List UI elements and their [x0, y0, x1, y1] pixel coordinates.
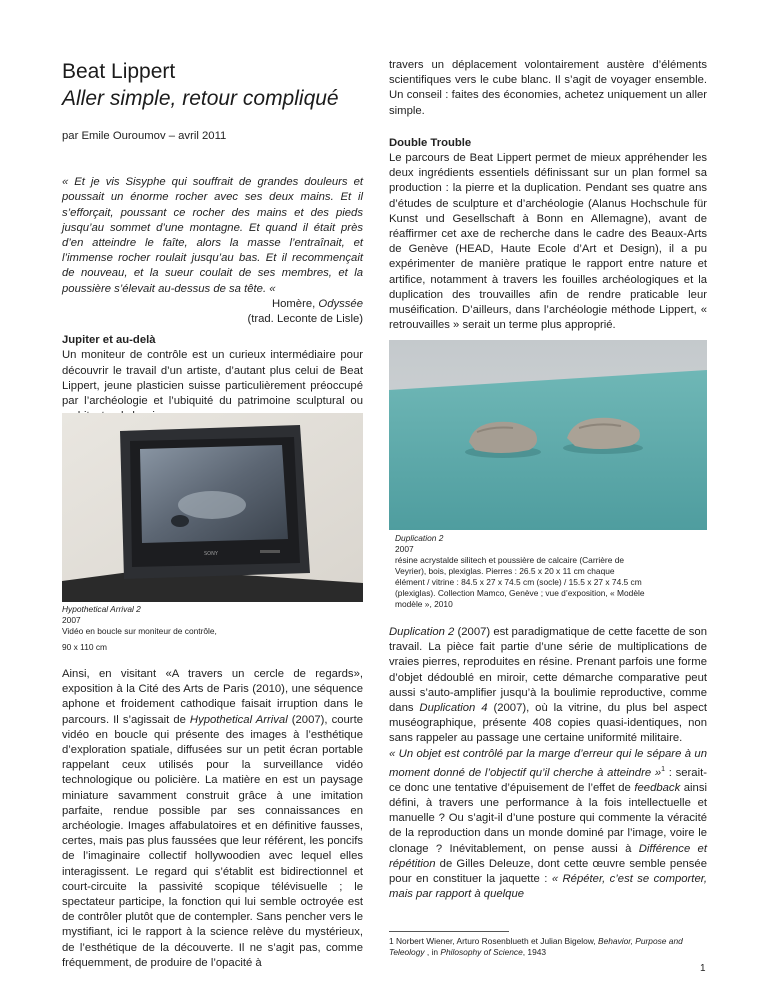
left-body	[62, 667, 363, 971]
section-heading-jupiter: Jupiter et au-delà	[62, 334, 156, 347]
figure2-title: Duplication 2	[395, 533, 444, 543]
byline: par Emile Ouroumov – avril 2011	[62, 130, 227, 142]
page-number: 1	[700, 963, 706, 974]
footnote-divider	[389, 931, 509, 932]
monitor-brand: SONY	[204, 551, 218, 557]
article-title: Beat Lippert	[62, 60, 176, 83]
figure1-caption	[62, 604, 363, 653]
figure1-medium: Vidéo en boucle sur moniteur de contrôle,	[62, 626, 217, 636]
body-paragraph-duplication: Duplication 2 (2007) est paradigmatique de cette facette de son travail. La pièce fait partie d’une série de multiplications de vraies pierres, reproduites en résine. Prenant parfois une forme d’objet dédoublé en miroir, cette démarche comparative peut aussi s’auto-amplifier jusqu’à la boulimie reproductive, comme dans Duplication 4 (2007), où la vitrine, du plus bel aspect muséographique, présente 408 copies quasi-identiques, non sans rappeler au passage une certaine uniformité militaire.	[389, 626, 708, 745]
epigraph-translation: (trad. Leconte de Lisle)	[247, 313, 363, 326]
footnote-ref[interactable]: 1	[661, 765, 666, 773]
footnote: 1 Norbert Wiener, Arturo Rosenblueth et Julian Bigelow, Behavior, Purpose and Teleology , in Philosophy of Science, 1943	[389, 936, 683, 957]
body-paragraph-hypothetical: Ainsi, en visitant «A travers un cercle de regards», exposition à la Cité des Arts de Paris (2010), une séquence aphone et froidement cathodique faisait irruption dans le parcours. Il s’agissait de Hypothetical Arrival (2007), courte vidéo en boucle qui présente des images à l’esthétique d’exploration spatiale, diffusées sur un petit écran portable rappelant ceux utilisés pour la surveillance vidéo technologique ou policière. La matière en est un paysage miniature savamment construit grâce à une imitation parfaite, rendue possible par ses connaissances en archéologie. Images affabulatoires et en définitive fausses, certes, mais pas plus faussées que leur référent, les poncifs de l’imaginaire collectif hollywoodien avec lequel elles interagissent. Le regard qui s’établit est bidirectionnel et court-circuite la passivité scopique télévisuelle ; le spectateur participe, la fonction qui lui semble octroyée est de contrôler plutôt que de contempler. Sans pencher vers le mystifiant, ici le rapport à la science relève du mystérieux, de l’esthétique de la découverte. Il ne s’agit pas, comme fréquemment, de produire de l’opacité à	[62, 668, 363, 969]
body-continued: travers un déplacement volontairement austère d’éléments scientifiques vers le cube blanc. Il s’agit de voyager ensemble. Un conseil : faites des économies, achetez uniquement un aller simple.	[389, 59, 707, 117]
figure2-caption	[395, 533, 645, 610]
left-column	[62, 58, 363, 424]
body-paragraph-feedback: « Un objet est contrôlé par la marge d’erreur qui le sépare à un moment donné de l’objectif qu’il cherche à atteindre »$^1$ : serait-ce donc une tentative d’épuisement de l’effet de feedback ainsi défini, à travers une performance à la fois intellectuelle et manuelle ? Ou s’agit-il d’une posture qui commente la véracité de la reproduction dans un monde dominé par l’image, voire le clonage ? Inévitablement, on pense aussi à Différence et répétition de Gilles Deleuze, dont cette œuvre semble pensée pour en constituer la jaquette : « Répéter, c’est se comporter, mais par rapport à quelque	[389, 747, 708, 901]
duplication-photo	[389, 340, 707, 530]
epigraph: « Et je vis Sisyphe qui souffrait de grandes douleurs et poussait un énorme rocher avec ses deux mains. Et il s’efforçait, poussant ce rocher des mains et des pieds jusqu’au sommet d’une montagne. Et quand il était près d’en atteindre le faîte, alors la masse l’entraînait, et l’immense rocher roulait jusqu’au bas. Et il recommençait de nouveau, et la sueur coulait de ses membres, et la poussière s’élevait au-dessus de sa tête. «	[62, 176, 363, 295]
figure2-details: résine acrystalde silitech et poussière de calcaire (Carrière de Veyrier), bois, plexiglas. Pierres : 26.5 x 20 x 11 cm chaque élément / vitrine : 84.5 x 27 x 74.5 cm (socle) / 15.5 x 27 x 74.5 cm (plexiglas). Collection Mamco, Genève ; vue d’exposition, « Modèle modèle », 2010	[395, 555, 645, 609]
section-heading-double-trouble: Double Trouble	[389, 136, 472, 149]
figure2-year: 2007	[395, 544, 414, 554]
article-subtitle: Aller simple, retour compliqué	[62, 87, 339, 110]
hypothetical-arrival-photo	[62, 413, 363, 602]
section-text-double-trouble: Le parcours de Beat Lippert permet de mieux appréhender les deux ingrédients essentiels définissant sur un plan formel sa production : la pierre et la duplication. Pendant ses quatre ans d’études de sculpture et d’archéologie (Alanus Hochschule für Kunst und Gesellschaft à Bonn en Allemagne), avant de réaffirmer cet axe de recherche dans le cadre des Beaux-Arts de Genève (HEAD, Haute Ecole d’Art et Design), il a pu expérimenter de manière pratique le rapport entre nature et artifice, notamment à travers les fouilles archéologiques et la duplication des trouvailles afin de rendre praticable leur muséification. D’ailleurs, dans l’archéologie méthode Lippert, « retrouvailles » serait un terme plus approprié.	[389, 152, 707, 332]
figure1-title: Hypothetical Arrival 2	[62, 604, 141, 614]
epigraph-author: Homère, Odyssée	[271, 297, 363, 310]
right-column-body	[389, 625, 707, 902]
section-text-jupiter: Un moniteur de contrôle est un curieux intermédiaire pour découvrir le travail d’un artiste, d’autant plus celui de Beat Lippert, jeune plasticien suisse particulièrement préoccupé par l’archéologie et l’ubiquité du patrimoine sculptural ou	[62, 349, 363, 408]
right-column-top	[389, 58, 707, 333]
figure1-year: 2007	[62, 615, 81, 625]
figure1-size: 90 x 110 cm	[62, 642, 107, 652]
